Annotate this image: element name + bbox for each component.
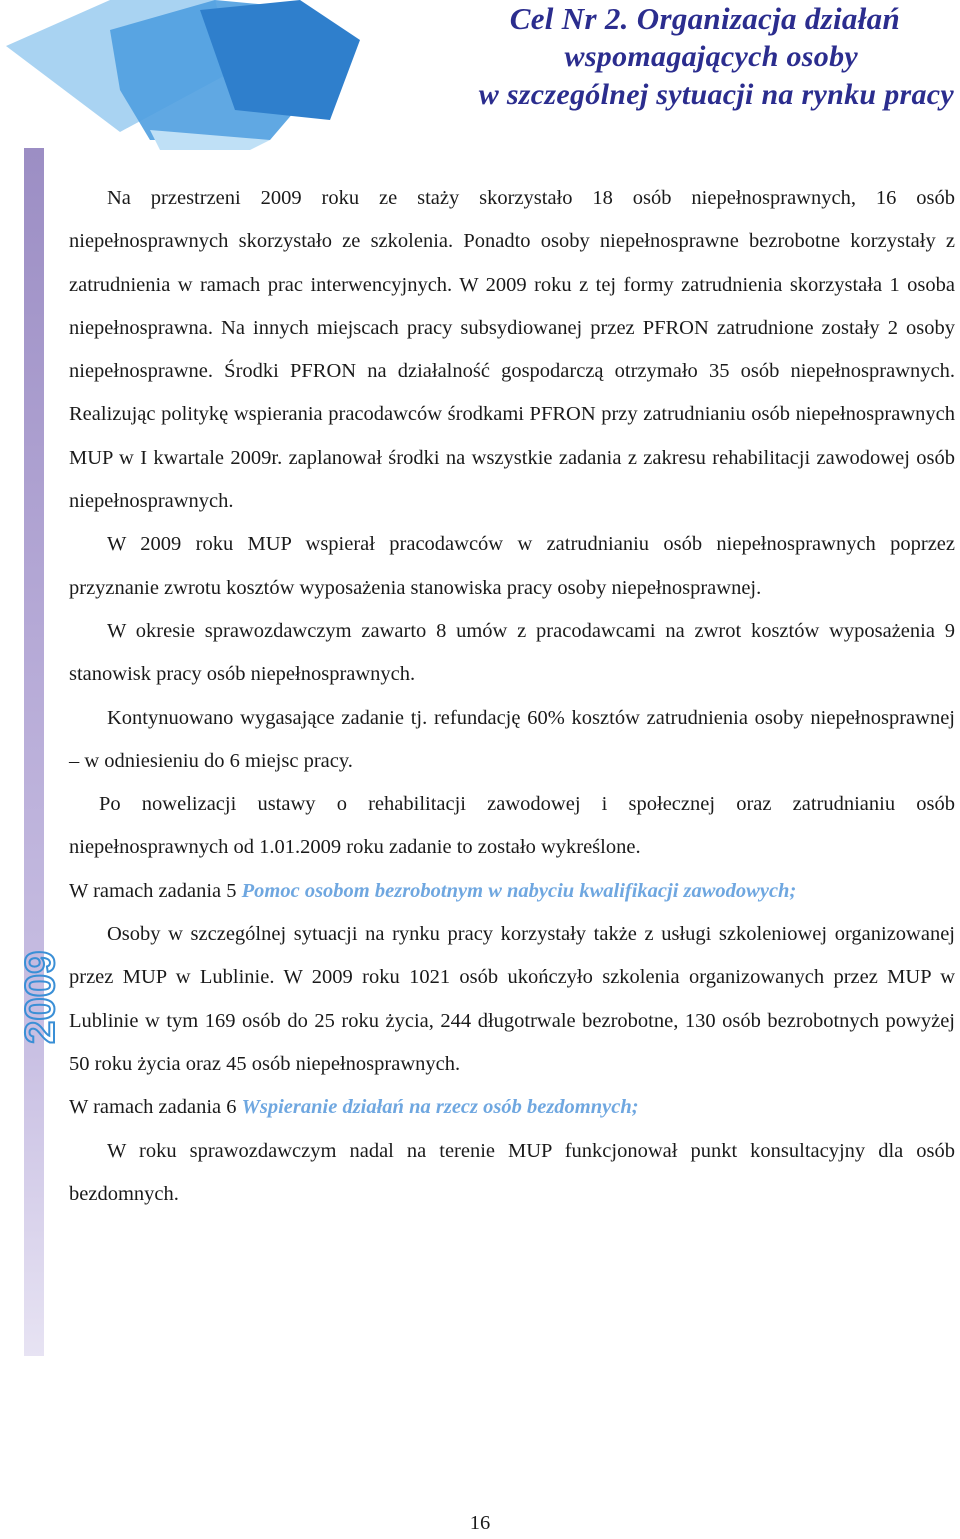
section-title-line1: Cel Nr 2. Organizacja działań <box>509 1 900 36</box>
document-body <box>69 177 955 1216</box>
header-decoration <box>0 0 430 150</box>
paragraph-4: Kontynuowano wygasające zadanie tj. refundację 60% kosztów zatrudnienia osoby niepełnosprawnej – w odniesieniu do 6 miejsc pracy. <box>69 706 955 772</box>
section-title <box>434 0 954 114</box>
paragraph-7: Osoby w szczególnej sytuacji na rynku pracy korzystały także z usługi szkoleniowej organizowanej przez MUP w Lublinie. W 2009 roku 1021 osób ukończyło szkolenia organizowanych przez MUP w Lublinie w tym 169 osób do 25 roku życia, 244 długotrwale bezrobotne, 130 osób bezrobotnych powyżej 50 roku życia oraz 45 osób niepełnosprawnych. <box>69 923 955 1075</box>
task5-prefix: W ramach zadania 5 <box>69 879 242 902</box>
paragraph-2: W 2009 roku MUP wspierał pracodawców w zatrudnianiu osób niepełnosprawnych poprzez przyznanie zwrotu kosztów wyposażenia stanowiska pracy osoby niepełnosprawnej. <box>69 533 955 599</box>
task6-prefix: W ramach zadania 6 <box>69 1096 242 1119</box>
paragraph-9: W roku sprawozdawczym nadal na terenie MUP funkcjonował punkt konsultacyjny dla osób bezdomnych. <box>69 1139 955 1205</box>
side-year-label <box>16 936 63 1046</box>
section-title-line3: w szczególnej sytuacji na rynku pracy <box>478 78 954 111</box>
paragraph-1: Na przestrzeni 2009 roku ze staży skorzystało 18 osób niepełnosprawnych, 16 osób niepełnosprawnych skorzystało ze szkolenia. Ponadto osoby niepełnosprawne bezrobotne korzystały z zatrudnienia w ramach prac interwencyjnych. W 2009 roku z tej formy zatrudnienia skorzystała 1 osoba niepełnosprawna. Na innych miejscach pracy subsydiowanej przez PFRON zatrudnione zostały 2 osoby niepełnosprawne. Środki PFRON na działalność gospodarczą otrzymało 35 osób niepełnosprawnych. Realizując politykę wspierania pracodawców środkami PFRON przy zatrudnianiu osób niepełnosprawnych MUP w I kwartale 2009r. zaplanował środki na wszystkie zadania z zakresu rehabilitacji zawodowej osób niepełnosprawnych. <box>69 187 955 513</box>
side-year-text: 2009 <box>16 950 63 1044</box>
section-title-line2: wspomagających osoby <box>564 40 858 73</box>
page-number: 16 <box>469 1512 491 1534</box>
paragraph-8 <box>69 1086 955 1129</box>
paragraph-5: Po nowelizacji ustawy o rehabilitacji zawodowej i społecznej oraz zatrudnianiu osób niepełnosprawnych od 1.01.2009 roku zadanie to zostało wykreślone. <box>69 793 955 859</box>
paragraph-6 <box>69 870 955 913</box>
task5-title: Pomoc osobom bezrobotnym w nabyciu kwalifikacji zawodowych; <box>241 879 797 902</box>
task6-title: Wspieranie działań na rzecz osób bezdomnych; <box>241 1096 639 1119</box>
side-decorative-bar <box>24 148 44 1356</box>
paragraph-3: W okresie sprawozdawczym zawarto 8 umów z pracodawcami na zwrot kosztów wyposażenia 9 stanowisk pracy osób niepełnosprawnych. <box>69 619 955 686</box>
